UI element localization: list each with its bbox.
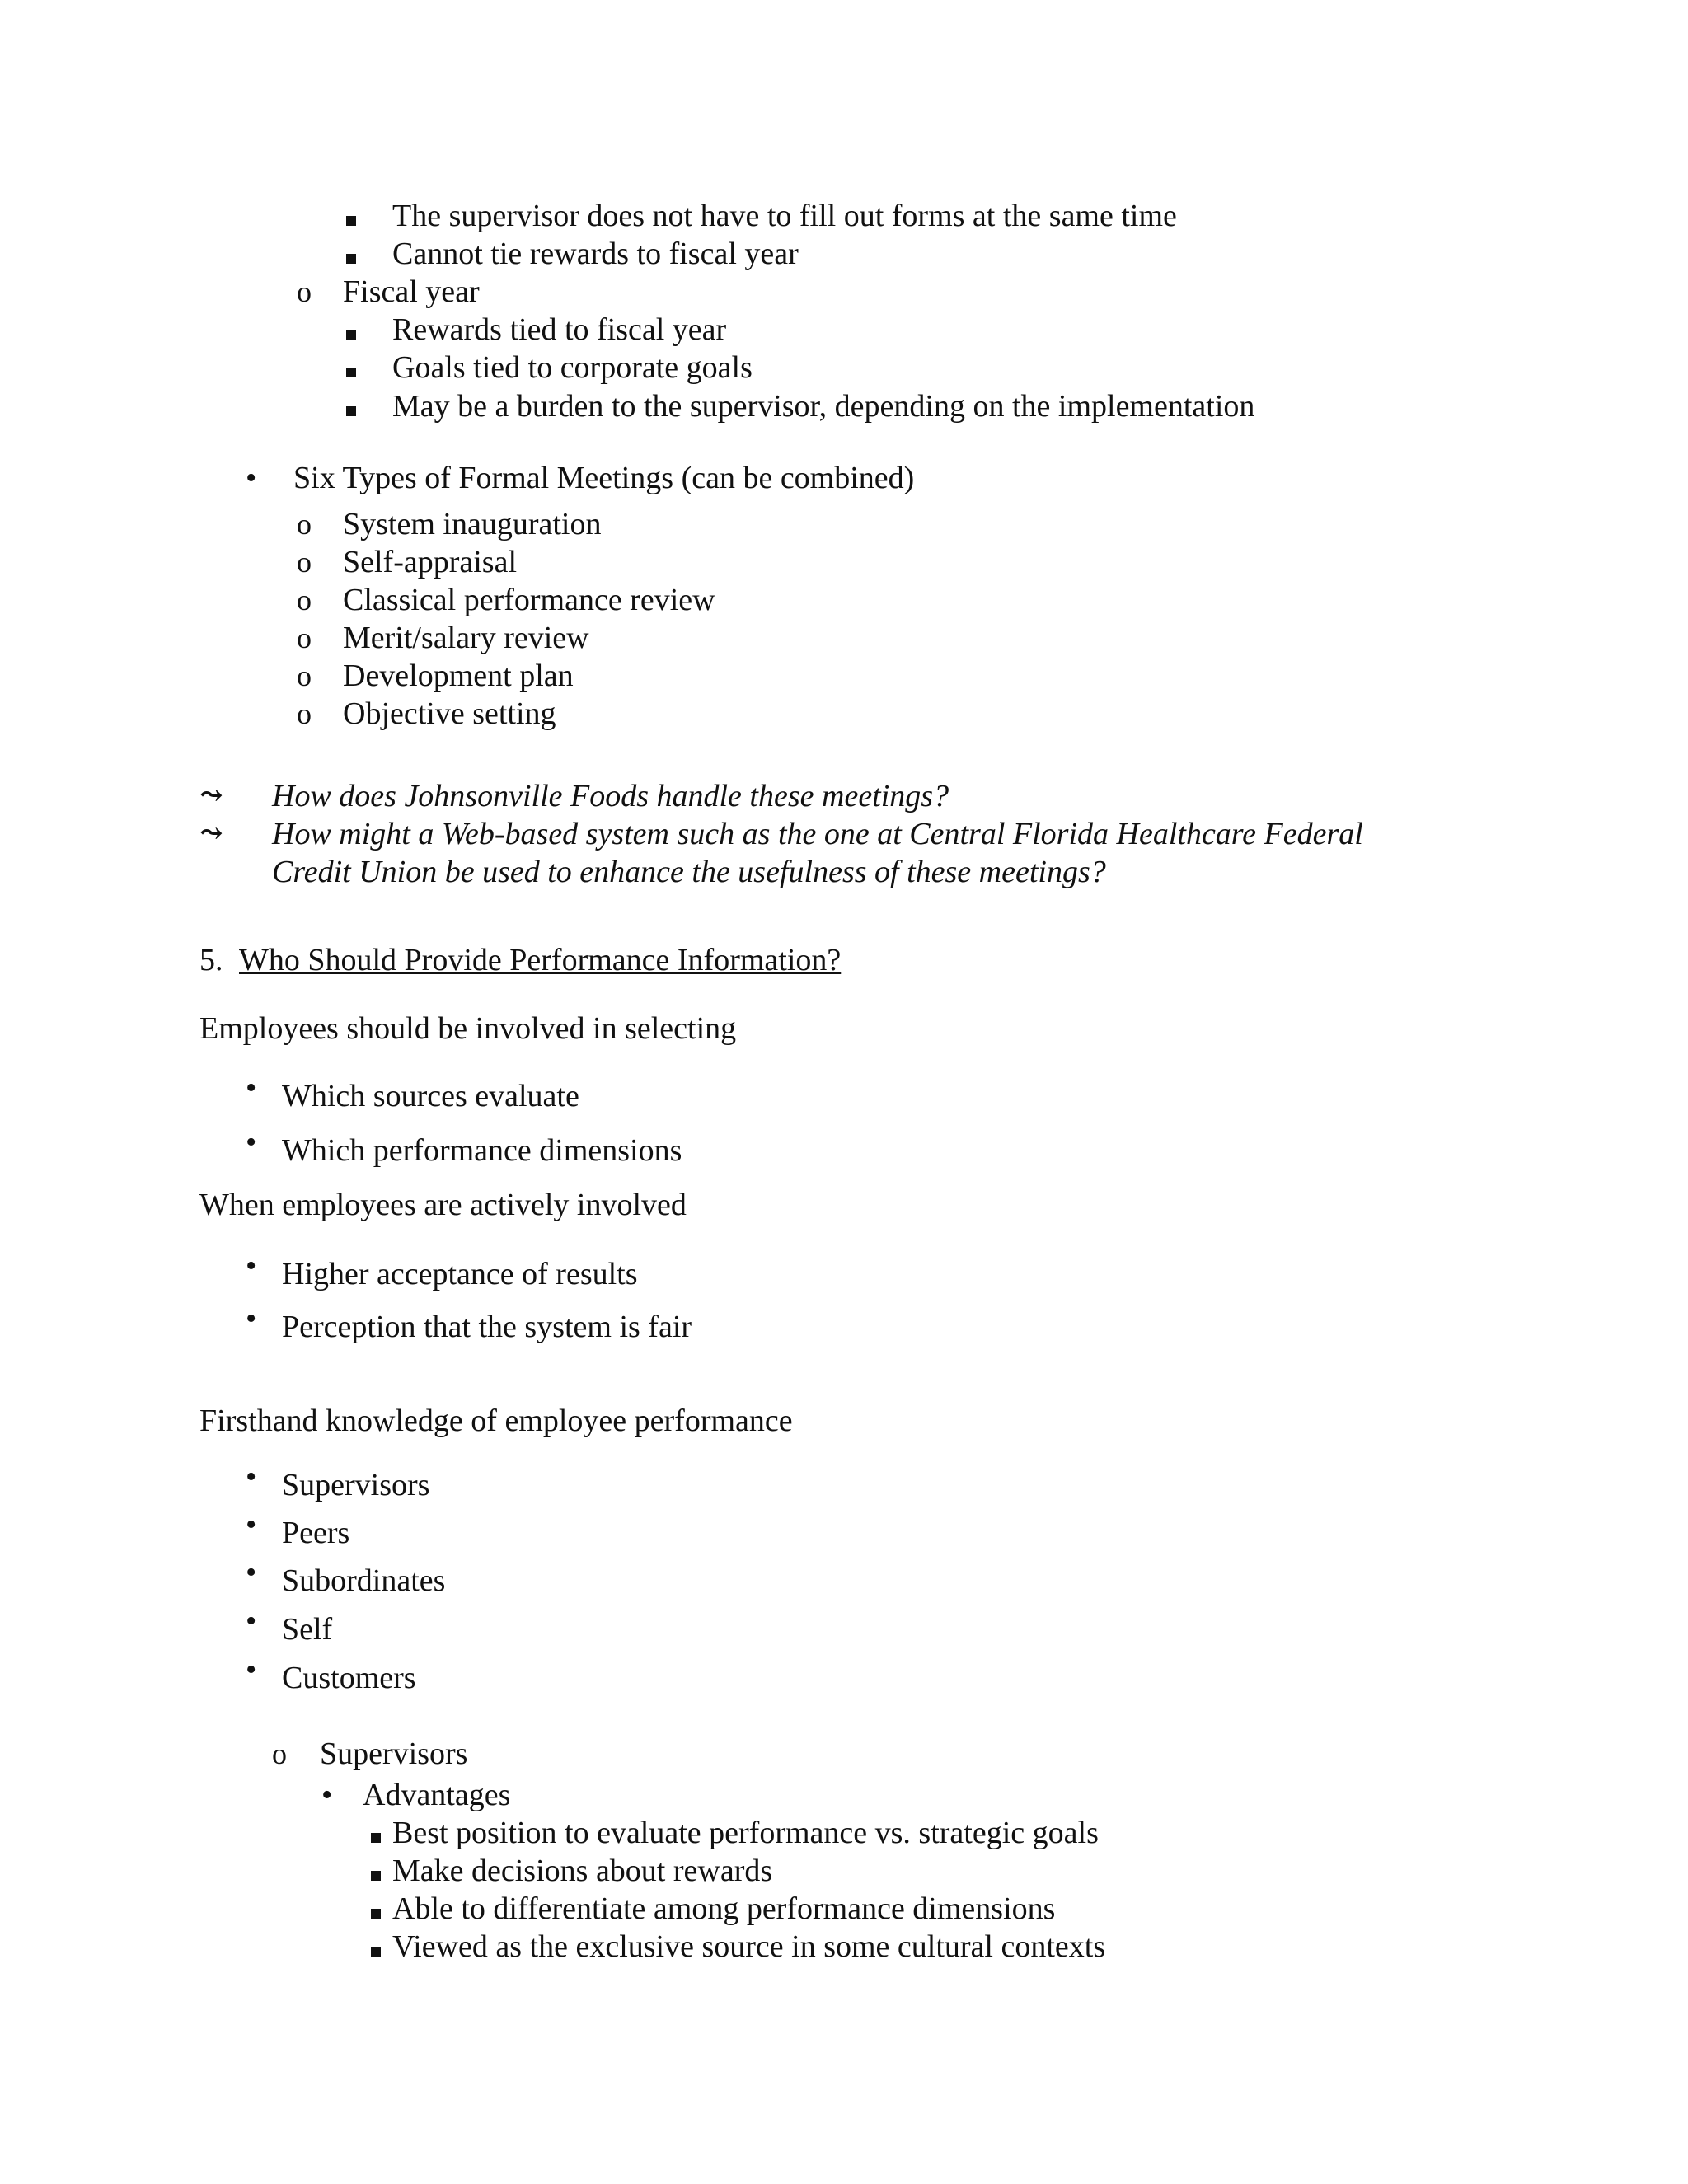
question-text: How does Johnsonville Foods handle these meetings? — [272, 779, 950, 813]
square-bullet-icon — [346, 211, 356, 221]
list-item-text: Which performance dimensions — [282, 1133, 682, 1168]
square-bullet-icon — [371, 1866, 381, 1876]
square-bullet-icon — [371, 1904, 381, 1914]
bullet-icon: • — [246, 1460, 257, 1494]
list-item-text: Peers — [282, 1516, 350, 1550]
list-item-text: Make decisions about rewards — [392, 1854, 773, 1888]
hollow-circle-bullet-icon: o — [297, 546, 312, 579]
list-item-text: Self-appraisal — [343, 545, 518, 579]
hollow-circle-bullet-icon: o — [297, 583, 312, 616]
question-text-continued: Credit Union be used to enhance the usefulness of these meetings? — [272, 855, 1106, 889]
bullet-icon: • — [246, 1301, 257, 1336]
list-item-text: Perception that the system is fair — [282, 1310, 692, 1344]
list-item-text: The supervisor does not have to fill out forms at the same time — [392, 199, 1177, 233]
square-bullet-icon — [346, 363, 356, 373]
list-item-text: Customers — [282, 1661, 416, 1695]
list-item-text: Fiscal year — [343, 274, 480, 309]
list-item-text: Rewards tied to fiscal year — [392, 312, 727, 347]
list-item-text: Self — [282, 1612, 333, 1647]
list-item-text: System inauguration — [343, 507, 602, 541]
list-item-text: Cannot tie rewards to fiscal year — [392, 237, 799, 271]
section-heading — [199, 942, 842, 978]
square-bullet-icon — [346, 325, 356, 335]
hollow-circle-bullet-icon: o — [272, 1737, 287, 1770]
lightning-arrow-icon: ⤳ — [199, 780, 223, 811]
list-item-text: Viewed as the exclusive source in some cultural contexts — [392, 1929, 1106, 1964]
hollow-circle-bullet-icon: o — [297, 659, 312, 692]
list-item-text: Objective setting — [343, 696, 556, 731]
bullet-icon: • — [246, 1125, 257, 1160]
paragraph: Firsthand knowledge of employee performance — [199, 1404, 793, 1438]
list-item-text: Best position to evaluate performance vs. strategic goals — [392, 1816, 1099, 1850]
question-text: How might a Web-based system such as the one at Central Florida Healthcare Federal — [272, 817, 1363, 851]
list-item-text: Supervisors — [320, 1736, 468, 1771]
hollow-circle-bullet-icon: o — [297, 508, 312, 541]
list-item-text: Goals tied to corporate goals — [392, 350, 753, 385]
list-item-text: Six Types of Formal Meetings (can be combined) — [293, 461, 915, 495]
square-bullet-icon — [371, 1828, 381, 1838]
bullet-icon: • — [246, 461, 257, 495]
square-bullet-icon — [371, 1942, 381, 1952]
bullet-icon: • — [246, 1249, 257, 1283]
list-item-text: Able to differentiate among performance dimensions — [392, 1891, 1056, 1926]
list-item-text: Advantages — [363, 1778, 511, 1812]
list-item-text: Which sources evaluate — [282, 1079, 579, 1113]
bullet-icon: • — [321, 1778, 333, 1812]
lightning-arrow-icon: ⤳ — [199, 818, 223, 849]
list-item-text: Development plan — [343, 658, 574, 693]
list-item-text: Classical performance review — [343, 583, 715, 617]
list-item-text: Subordinates — [282, 1563, 446, 1598]
bullet-icon: • — [246, 1652, 257, 1687]
bullet-icon: • — [246, 1071, 257, 1105]
list-item-text: May be a burden to the supervisor, depending on the implementation — [392, 389, 1255, 424]
hollow-circle-bullet-icon: o — [297, 621, 312, 654]
list-item-text: Higher acceptance of results — [282, 1257, 638, 1291]
list-item-text: Supervisors — [282, 1468, 430, 1502]
bullet-icon: • — [246, 1555, 257, 1590]
bullet-icon: • — [246, 1507, 257, 1542]
paragraph: When employees are actively involved — [199, 1188, 687, 1222]
paragraph: Employees should be involved in selecting — [199, 1011, 737, 1046]
section-title: Who Should Provide Performance Information? — [239, 943, 842, 977]
square-bullet-icon — [346, 249, 356, 259]
list-item-text: Merit/salary review — [343, 621, 589, 655]
square-bullet-icon — [346, 401, 356, 411]
hollow-circle-bullet-icon: o — [297, 275, 312, 308]
hollow-circle-bullet-icon: o — [297, 697, 312, 730]
section-number: 5. — [199, 943, 223, 977]
bullet-icon: • — [246, 1604, 257, 1638]
